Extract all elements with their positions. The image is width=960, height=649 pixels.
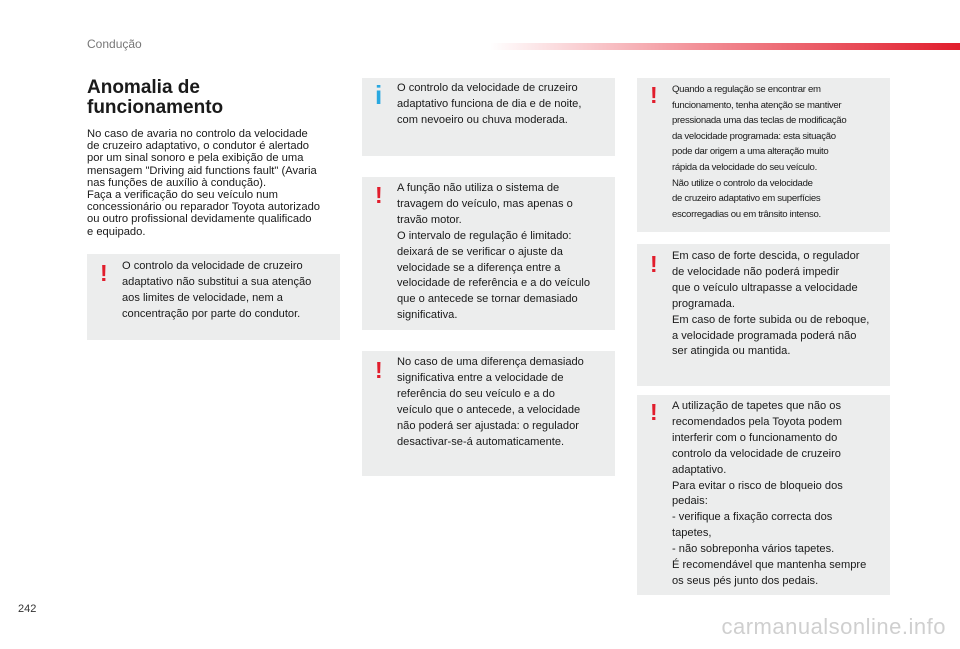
note-text: A função não utiliza o sistema de travagem do veículo, mas apenas o travão motor. O intervalo de regulação é limitado: deixará de se verificar o ajuste da velocidade se a diferença entre a velocidade de referência e a do veículo que o antecede se tornar demasiado significativa. bbox=[397, 182, 591, 322]
note-text: No caso de uma diferença demasiado significativa entre a velocidade de referência do seu veículo e a do veículo que o antecede, a velocidade não poderá ser ajustada: o regulador desactivar-se-á automaticamente. bbox=[397, 356, 584, 448]
header-accent-bar bbox=[490, 43, 960, 50]
note-text: A utilização de tapetes que não os recomendados pela Toyota podem interferir com o funcionamento do controlo da velocidade de cruzeiro adaptativo. Para evitar o risco de bloqueio dos pedais: - verifique a fixação correcta dos tapetes, - não sobreponha vários tapetes. É recomendável que mantenha sempre os seus pés junto dos pedais. bbox=[672, 400, 867, 587]
warning-icon: ! bbox=[650, 82, 658, 108]
note-right-slope-warning bbox=[637, 244, 890, 386]
note-right-operation-warning bbox=[637, 78, 890, 232]
note-right-mats-warning bbox=[637, 395, 890, 595]
watermark: carmanualsonline.info bbox=[721, 614, 946, 639]
note-text: Em caso de forte descida, o regulador de velocidade não poderá impedir que o veículo ultrapasse a velocidade programada. Em caso de forte subida ou de reboque, a velocidade programada poderá não ser atingida ou mantida. bbox=[672, 250, 870, 358]
note-text: Quando a regulação se encontrar em funcionamento, tenha atenção se mantiver pressionada uma das teclas de modificação da velocidade programada: esta situação pode dar origem a uma alteração muito rápida da velocidade do seu veículo. Não utilize o controlo da velocidade de cruzeiro adaptativo em superfícies escorregadias ou em trânsito intenso. bbox=[672, 84, 847, 220]
note-text: O controlo da velocidade de cruzeiro adaptativo não substitui a sua atenção aos limites de velocidade, nem a concentração por parte do condutor. bbox=[122, 260, 312, 320]
warning-icon: ! bbox=[375, 357, 383, 383]
note-text: O controlo da velocidade de cruzeiro adaptativo funciona de dia e de noite, com nevoeiro ou chuva moderada. bbox=[397, 82, 582, 126]
page-heading: Anomalia de funcionamento bbox=[87, 77, 224, 118]
note-middle-brake-warning bbox=[362, 177, 615, 330]
note-middle-difference-warning bbox=[362, 351, 615, 476]
warning-icon: ! bbox=[100, 260, 108, 286]
note-left-warning bbox=[87, 254, 340, 340]
section-title: Condução bbox=[87, 37, 142, 51]
warning-icon: ! bbox=[375, 182, 383, 208]
info-icon: i bbox=[375, 80, 383, 110]
warning-icon: ! bbox=[650, 399, 658, 425]
warning-icon: ! bbox=[650, 251, 658, 277]
intro-paragraph: No caso de avaria no controlo da velocidade de cruzeiro adaptativo, o condutor é alertado por um sinal sonoro e pela exibição de uma mensagem "Driving aid functions fault" (Avaria nas funções de auxílio à condução). Faça a verificação do seu veículo num concessionário ou reparador Toyota autorizado ou outro profissional devidamente qualificado e equipado. bbox=[87, 128, 321, 238]
note-middle-info bbox=[362, 78, 615, 156]
page-number: 242 bbox=[18, 603, 37, 615]
